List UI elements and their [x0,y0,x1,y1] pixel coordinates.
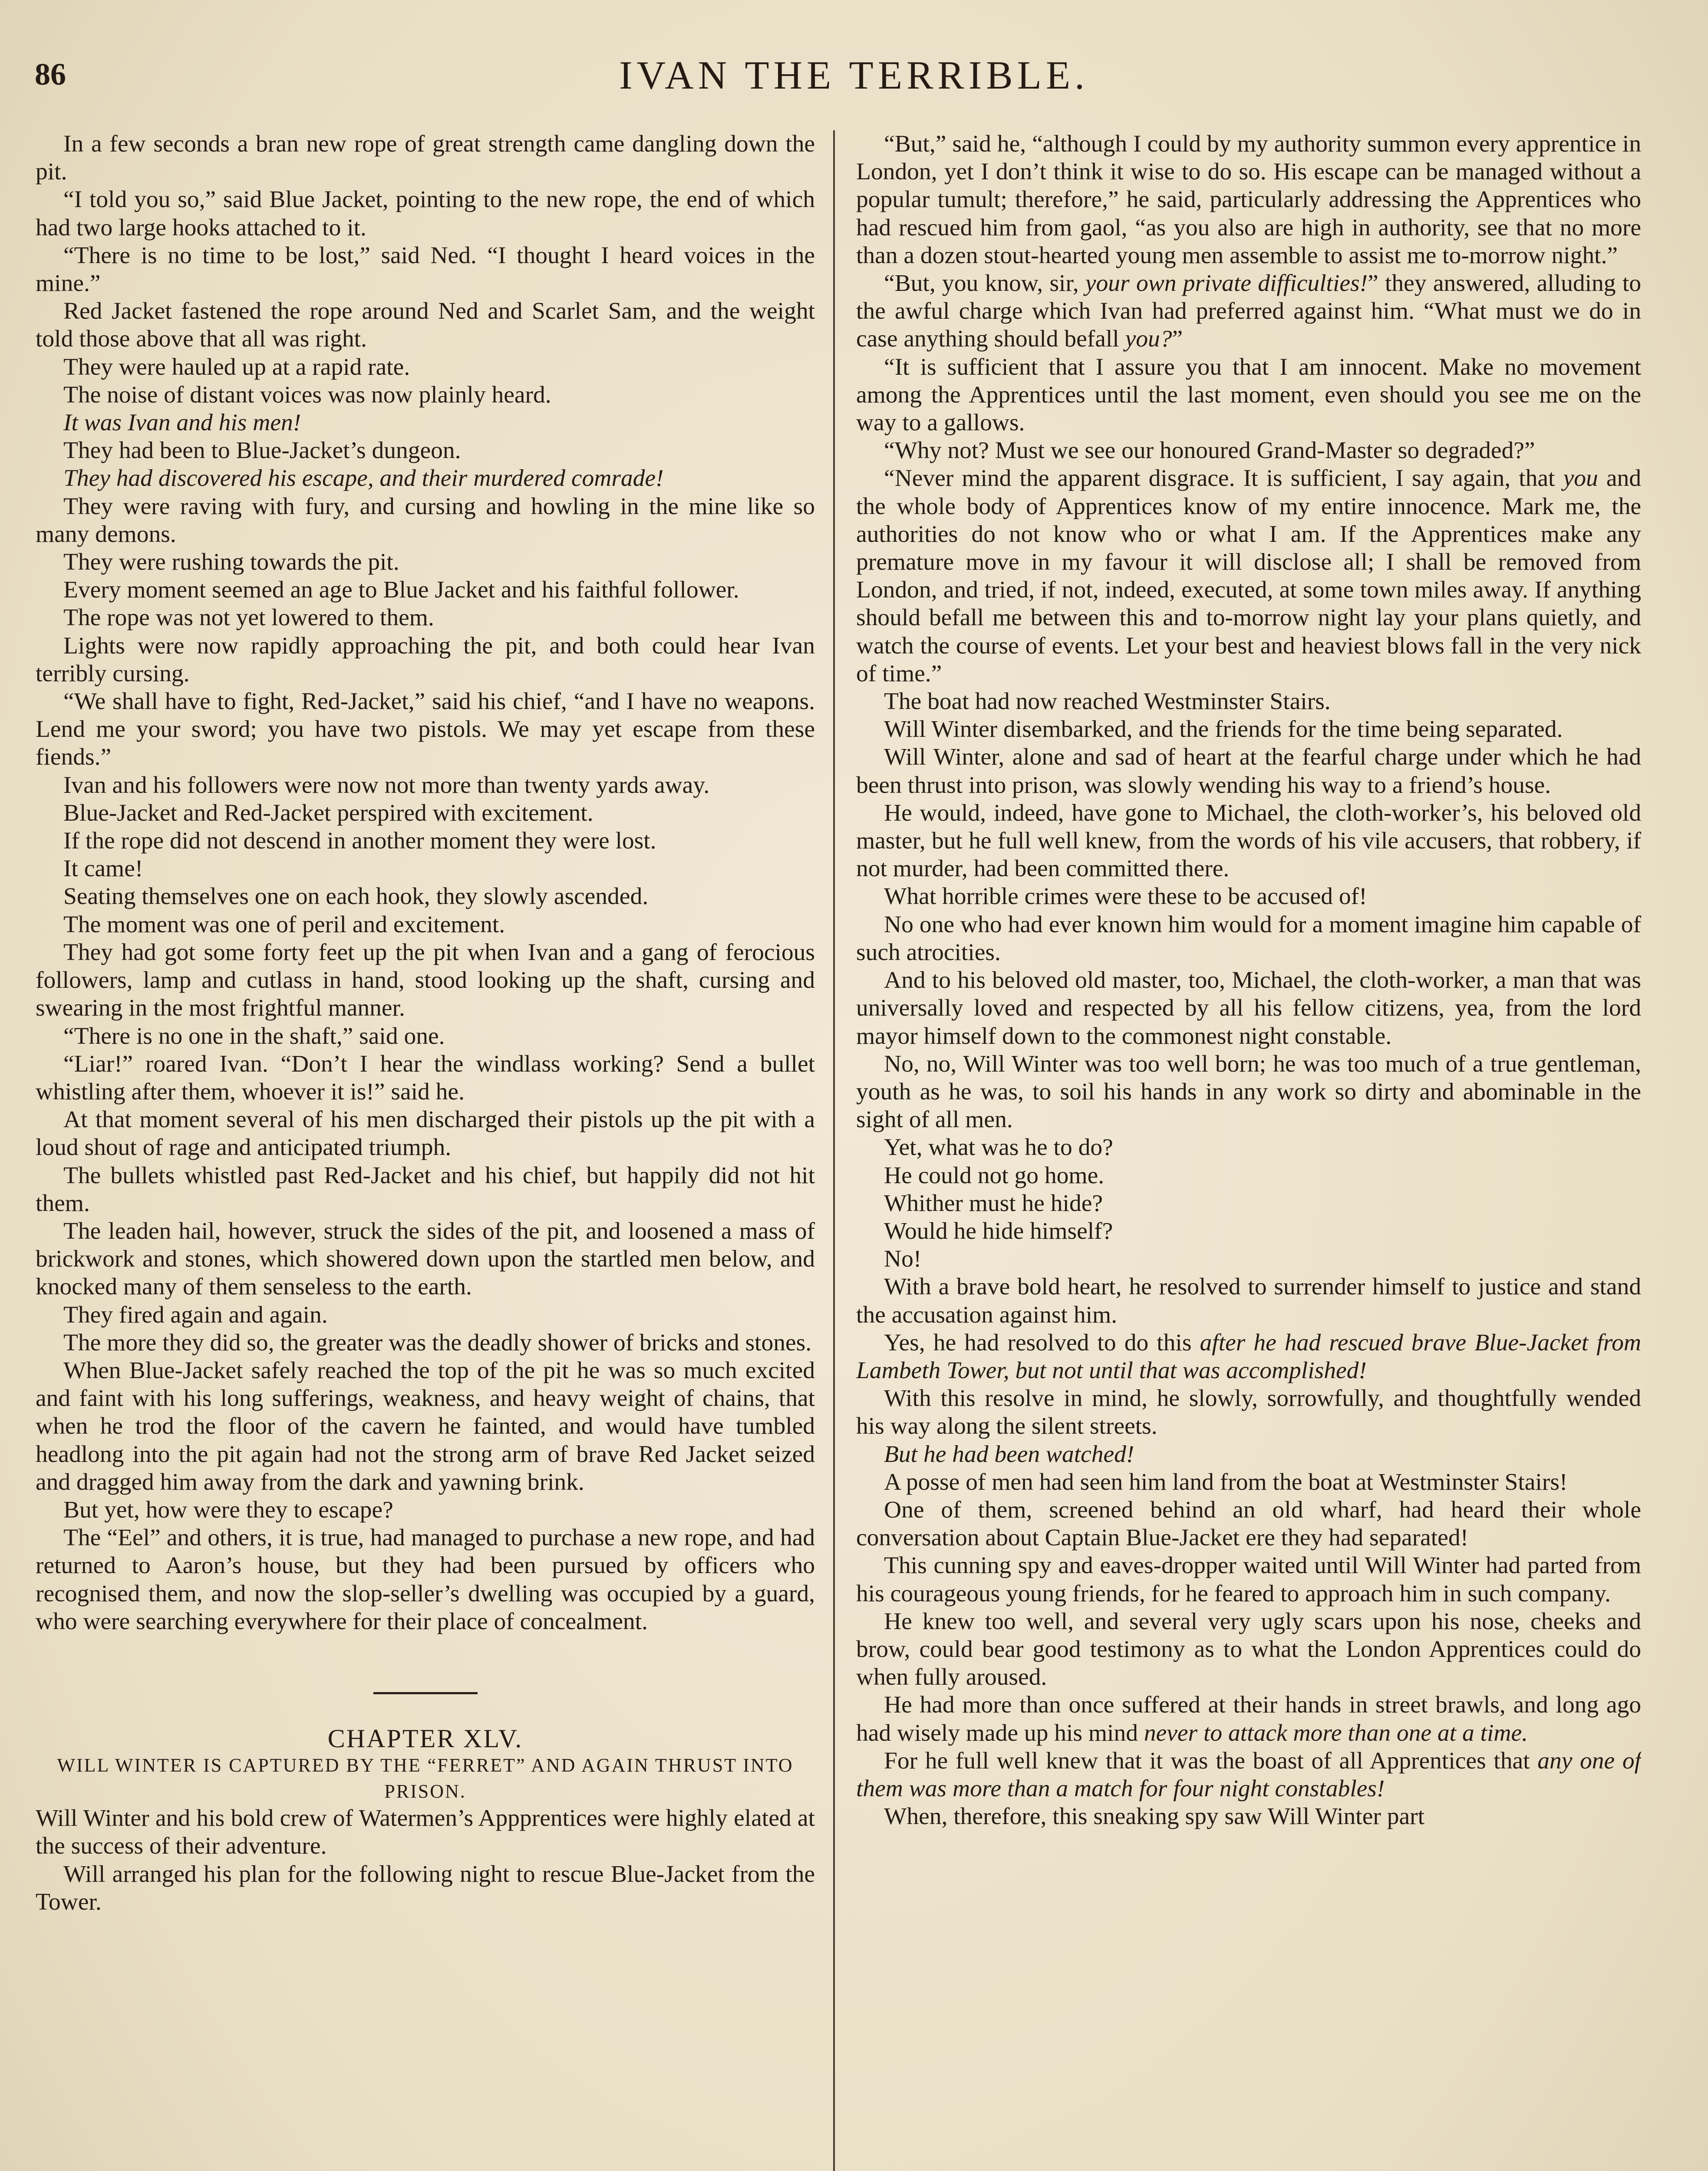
paragraph: What horrible crimes were these to be accused of! [884,883,1367,910]
text-run: ” they answered, alluding to the awful charge which Ivan had preferred against him. “What must we do in case anything should befall [856,270,1641,353]
italic-run: any one of them was more than a match for four night constables! [856,1747,1641,1802]
paragraph [856,1747,1641,1803]
paragraph: The leaden hail, however, struck the sides of the pit, and loosened a mass of brickwork and stones, which showered down upon the startled men below, and knocked many of them senseless to the earth. [36,1217,815,1300]
paragraph: Red Jacket fastened the rope around Ned and Scarlet Sam, and the weight told those above that all was right. [36,298,815,353]
paragraph: No! [884,1246,922,1273]
paragraph: Yet, what was he to do? [884,1134,1113,1161]
paragraph: The noise of distant voices was now plainly heard. [63,381,551,408]
paragraph [856,1691,1641,1747]
text-run: “But, you know, sir, [884,270,1085,297]
paragraph: With this resolve in mind, he slowly, sorrowfully, and thoughtfully wended his way along the silent streets. [856,1385,1641,1440]
left-column [36,130,815,2171]
paragraph: “I told you so,” said Blue Jacket, pointing to the new rope, the end of which had two large hooks attached to it. [36,186,815,241]
paragraph: He would, indeed, have gone to Michael, the cloth-worker’s, his beloved old master, but he full well knew, from the words of his vile accusers, that robbery, if not murder, had been committed there. [856,799,1641,882]
paragraph: Will Winter disembarked, and the friends for the time being separated. [884,716,1563,743]
paragraph: Lights were now rapidly approaching the pit, and both could hear Ivan terribly cursing. [36,632,815,687]
right-column [856,130,1641,2171]
italic-run: after he had rescued brave Blue-Jacket from Lambeth Tower, but not until that was accomplished! [856,1329,1641,1384]
paragraph: Would he hide himself? [884,1217,1113,1244]
paragraph: But yet, how were they to escape? [63,1496,393,1523]
paragraph: But he had been watched! [884,1441,1134,1468]
text-run: For he full well knew that it was the boast of all Apprentices that [884,1747,1538,1774]
paragraph: “We shall have to fight, Red-Jacket,” said his chief, “and I have no weapons. Lend me your sword; you have two pistols. We may yet escape from these fiends.” [36,688,815,771]
paragraph: They fired again and again. [63,1301,328,1328]
paragraph: If the rope did not descend in another moment they were lost. [63,828,656,855]
paragraph: Will arranged his plan for the following night to rescue Blue-Jacket from the Tower. [36,1861,815,1915]
paragraph: They were rushing towards the pit. [63,549,399,576]
page-number: 86 [35,57,66,92]
paragraph [856,465,1641,688]
paragraph: “There is no time to be lost,” said Ned. “I thought I heard voices in the mine.” [36,242,815,297]
paragraph: “Liar!” roared Ivan. “Don’t I hear the windlass working? Send a bullet whistling after them, whoever it is!” said he. [36,1050,815,1105]
paragraph: The boat had now reached Westminster Stairs. [884,688,1331,715]
paragraph: This cunning spy and eaves-dropper waited until Will Winter had parted from his courageous young friends, for he feared to approach him in such company. [856,1552,1641,1607]
chapter-subtitle: WILL WINTER IS CAPTURED BY THE “FERRET” AND AGAIN THRUST INTO PRISON. [57,1755,794,1802]
section-divider [373,1692,478,1694]
italic-run: never to attack more than one at a time. [1144,1719,1528,1746]
paragraph: It was Ivan and his men! [63,409,301,436]
paragraph: When Blue-Jacket safely reached the top of the pit he was so much excited and faint with his long sufferings, weakness, and heavy weight of chains, that when he trod the floor of the cavern he fainted, and would have tumbled headlong into the pit again had not the strong arm of brave Red Jacket seized and dragged him away from the dark and yawning brink. [36,1357,815,1495]
paragraph: “But,” said he, “although I could by my authority summon every apprentice in London, yet I don’t think it wise to do so. His escape can be managed without a popular tumult; therefore,” he said, particularly addressing the Apprentices who had rescued him from gaol, “as you also are high in authority, see that no more than a dozen stout-hearted young men assemble to assist me to-morrow night.” [856,131,1641,269]
paragraph: It came! [63,855,143,882]
paragraph: The more they did so, the greater was the deadly shower of bricks and stones. [63,1329,812,1356]
paragraph: A posse of men had seen him land from the boat at Westminster Stairs! [884,1468,1568,1495]
text-run: “Never mind the apparent disgrace. It is sufficient, I say again, that [884,465,1563,492]
paragraph: Will Winter and his bold crew of Watermen’s Appprentices were highly elated at the success of their adventure. [36,1805,815,1860]
paragraph: They had discovered his escape, and their murdered comrade! [63,465,664,492]
text-run: Yes, he had resolved to do this [884,1329,1200,1356]
paragraph: Blue-Jacket and Red-Jacket perspired with excitement. [63,799,594,826]
paragraph: No, no, Will Winter was too well born; he was too much of a true gentleman, youth as he was, to soil his hands in any work so dirty and abominable in the sight of all men. [856,1050,1641,1133]
paragraph: Ivan and his followers were now not more than twenty yards away. [63,772,710,798]
paragraph: “There is no one in the shaft,” said one. [63,1023,445,1049]
italic-run: you [1563,465,1598,492]
paragraph: Every moment seemed an age to Blue Jacket and his faithful follower. [63,577,739,604]
paragraph: They were hauled up at a rapid rate. [63,353,410,380]
paragraph: The bullets whistled past Red-Jacket and his chief, but happily did not hit them. [36,1162,815,1217]
paragraph: At that moment several of his men discharged their pistols up the pit with a loud shout of rage and anticipated triumph. [36,1106,815,1161]
paragraph: Will Winter, alone and sad of heart at the fearful charge under which he had been thrust into prison, was slowly wending his way to a friend’s house. [856,744,1641,798]
paragraph [856,1329,1641,1385]
paragraph: He could not go home. [884,1162,1105,1189]
page-header [35,52,1673,109]
paragraph: With a brave bold heart, he resolved to surrender himself to justice and stand the accusation against him. [856,1274,1641,1328]
paragraph: They were raving with fury, and cursing and howling in the mine like so many demons. [36,493,815,548]
paragraph: And to his beloved old master, too, Michael, the cloth-worker, a man that was universally loved and respected by all his fellow citizens, yea, from the lord mayor himself down to the commonest night constable. [856,967,1641,1049]
paragraph: One of them, screened behind an old wharf, had heard their whole conversation about Captain Blue-Jacket ere they had separated! [856,1496,1641,1551]
text-run: He had more than once suffered at their hands in street brawls, and long ago had wisely made up his mind [856,1692,1641,1746]
text-run: and the whole body of Apprentices know of my entire innocence. Mark me, the authorities do not know who or what I am. If the Apprentices make any premature move in my favour it will disclose all; I shall be removed from London, and tried, if not, indeed, executed, at some town miles away. If anything should befall me between this and to-morrow night lay your plans quietly, and watch the course of events. Let your best and heaviest blows fall in the very nick of time.” [856,465,1641,687]
paragraph: In a few seconds a bran new rope of great strength came dangling down the pit. [36,131,815,185]
paragraph: “Why not? Must we see our honoured Grand-Master so degraded?” [884,437,1535,464]
paragraph [856,270,1641,353]
paragraph: When, therefore, this sneaking spy saw Will Winter part [884,1803,1424,1830]
paragraph: He knew too well, and several very ugly scars upon his nose, cheeks and brow, could bear good testimony as to what the London Apprentices could do when fully aroused. [856,1608,1641,1691]
paragraph: No one who had ever known him would for a moment imagine him capable of such atrocities. [856,911,1641,966]
paragraph: They had got some forty feet up the pit when Ivan and a gang of ferocious followers, lamp and cutlass in hand, stood looking up the shaft, cursing and swearing in the most frightful manner. [36,939,815,1022]
paragraph: They had been to Blue-Jacket’s dungeon. [63,437,461,464]
italic-run: your own private difficulties! [1085,270,1368,297]
column-rule [833,130,835,2171]
text-run: ” [1172,326,1183,353]
paragraph: The rope was not yet lowered to them. [63,604,434,631]
running-title: IVAN THE TERRIBLE. [619,53,1089,97]
paragraph: Whither must he hide? [884,1190,1103,1217]
paragraph: The moment was one of peril and excitement. [63,911,505,938]
paragraph: The “Eel” and others, it is true, had managed to purchase a new rope, and had returned to Aaron’s house, but they had been pursued by officers who recognised them, and now the slop-seller’s dwelling was occupied by a guard, who were searching everywhere for their place of concealment. [36,1524,815,1635]
chapter-title: CHAPTER XLV. [327,1724,523,1753]
paragraph: “It is sufficient that I assure you that I am innocent. Make no movement among the Apprentices until the last moment, even should you see me on the way to a gallows. [856,353,1641,436]
paragraph: Seating themselves one on each hook, they slowly ascended. [63,883,649,910]
italic-run: you? [1125,326,1172,353]
